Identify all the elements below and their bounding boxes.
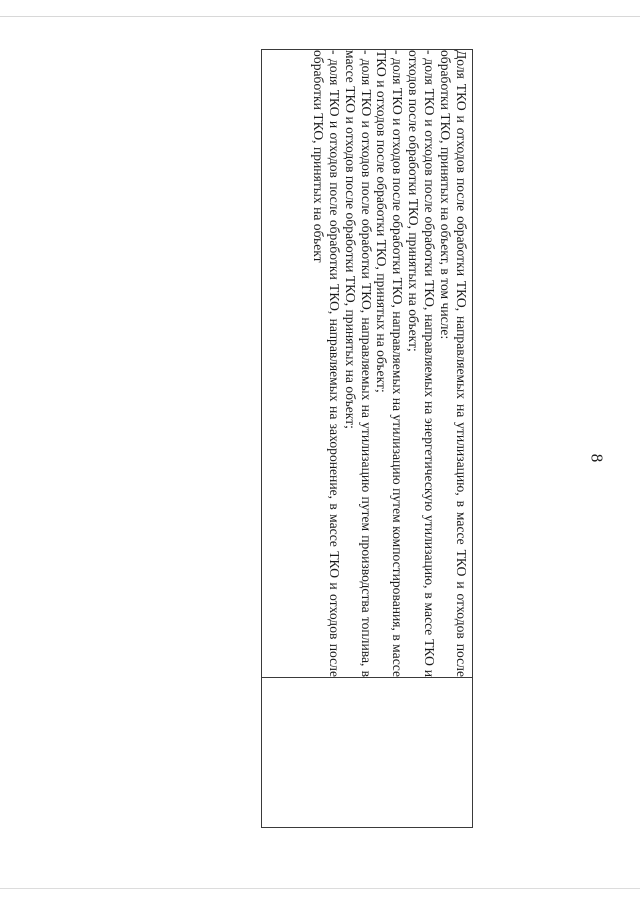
indicator-description-cell bbox=[262, 50, 473, 678]
indicator-line: - доля ТКО и отходов после обработки ТКО, направляемых на энергетическую утилизацию, в массе ТКО и отходов после обработки ТКО, принятых на объект; bbox=[406, 50, 438, 677]
indicator-line: - доля ТКО и отходов после обработки ТКО, направляемых на захоронение, в массе ТКО и отходов после обработки ТКО, принятых на объект bbox=[310, 50, 342, 677]
rotated-content bbox=[261, 49, 473, 825]
indicator-table bbox=[261, 49, 473, 828]
indicator-line: Доля ТКО и отходов после обработки ТКО, направляемых на утилизацию, в массе ТКО и отходов после обработки ТКО, принятых на объект, в том числе: bbox=[438, 50, 469, 677]
page-edge-top bbox=[0, 16, 640, 17]
indicator-line: - доля ТКО и отходов после обработки ТКО, направляемых на утилизацию путем компостирования, в массе ТКО и отходов после обработки ТКО, принятых на объект; bbox=[374, 50, 406, 677]
page-edge-bottom bbox=[0, 888, 640, 889]
indicator-line: - доля ТКО и отходов после обработки ТКО, направляемых на утилизацию путем производства топлива, в массе ТКО и отходов после обработки ТКО, принятых на объект; bbox=[342, 50, 374, 677]
page-number: 8 bbox=[587, 453, 607, 463]
indicator-value-cell bbox=[262, 678, 473, 828]
table-row bbox=[262, 50, 473, 828]
